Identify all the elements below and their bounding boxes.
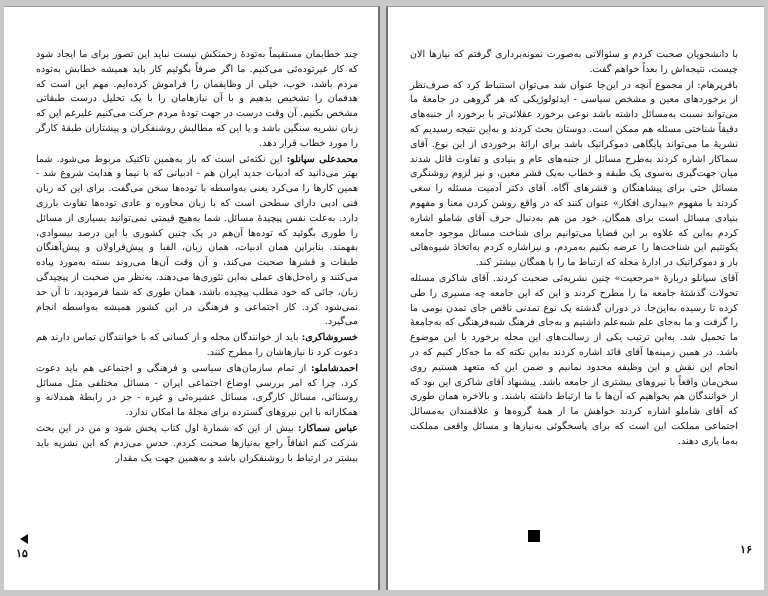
left-page [4,6,380,590]
left-page-text [36,48,358,466]
paragraph-text: با دانشجویان صحبت کردم و سئوالاتی به‌صورت نمونه‌برداری گرفتم که نیازها الان چیست، نتیجه‌اش را بعداً خواهم گفت. [410,49,738,75]
paragraph-text: چند خطابمان مستقیماً به‌تودهٔ زحمتکش نیست نباید این تصور برای ما ایجاد شود که کار غیرتوده‌ئی می‌کنیم. ما اگر صرفاً بگوئیم کار باید همیشه خطابش به‌توده مردم باشد، خوب، خیلی از وظایفمان را فراموش کرده‌ایم. مهم این است که هدفمان را تشخیص بدهیم و با آن نیازهامان را با یک تحلیل درست طبقاتی مشخص بکنیم. آن وقت درست در جهت تودهٔ مردم حرکت می‌کنیم علیرغم این که زبان نشریه سنگین باشد و یا این که مطالبش روشنفکران و پیشتازان طبقهٔ کارگر را مورد خطاب قرار دهد. [36,49,358,149]
paragraph [36,422,358,466]
end-square-icon [528,530,540,542]
paragraph [36,331,358,361]
paragraph [410,48,738,78]
paragraph-text: بیش از این که شمارهٔ اول کتاب پخش شود و من در این بحث شرکت کنم اتفاقاً راجع به‌نیازها صحبت کردم. حدس می‌زدم که این نشریه باید بیشتر در ارتباط با روشنفکران باشد و به‌همین جهت یک مقدار [36,422,358,464]
paragraph [36,362,358,421]
speaker-name: عباس سماکار: [298,422,358,434]
paragraph [36,48,358,152]
speaker-name: محمدعلی سپانلو: [286,153,358,165]
paragraph-text: آقای سپانلو دربارهٔ «مرجعیت» چنین نشریه‌ئی صحبت کردند. آقای شاکری مسئله تحولات گذشتهٔ جامعه ما را مطرح کردند و این که این جامعه چه مسیری را طی کرده تا رسیده به‌این‌جا. در دوران گذشته یک نوع تمدنی ناقص جای تمدن بومی ما را گرفت و ما به‌جای علم شبه‌علم داشتیم و به‌جای فرهنگ شبه‌فرهنگی که به‌جامعهٔ ما تحمیل شد. به‌این ترتیب یکی از رسالت‌های این مجله برخورد با این موضوع باشد. در همین زمینه‌ها آقای قائد اشاره کردند به‌این نکته که ما جه‌کار کنیم که در انجام این نقش و این وظیفه محدود نمانیم و ضمن این که متعهد هستیم روی سخن‌مان واقعاً با نیروهای بیشتری از جامعه باشد. پیشنهاد آقای شاکری این بود که از خوانندگان هم بخواهیم که آن‌ها با ما ارتباط داشته باشند. و بالاخره همان طوری که آقای شاملو اشاره کردند خواهش ما از همهٔ گروه‌ها و علاقمندان به‌مسائل اجتماعی مملکت این است که برای پاسخگوئی به‌نیازها و مسائل واقعی مملکت به‌ما یاری دهند. [410,272,738,447]
continue-arrow-icon [20,534,28,544]
paragraph-text: باید از خوانندگان مجله و از کسانی که با خوانندگان تماس دارند هم دعوت کرد تا نیازهاشان را مطرح کنند. [36,332,358,358]
page-number: ۱۵ [16,547,28,560]
right-page-text [410,48,738,450]
paragraph-text: این نکته‌ئی است که باز به‌همین تاکتیک مربوط می‌شود. شما بهتر می‌دانید که ادبیات جدید ایران هم - ادبیاتی که با نیما و هدایت شروع شد - همین کارها را می‌کرد یعنی به‌واسطه با توده‌ها سخن می‌گفت. برای این که زبان فنی ادبی دارای سطحی است که با زبان محاوره و عادی توده‌ها تفاوت بارزی دارد. به‌علت نفس پیچیدهٔ مسائل. شما به‌هیچ قیمتی نمی‌توانید بسیاری از مسائل را طوری بگوئید که توده‌ها آن‌هم در یک چنین کشوری با این درصد بیسوادی، بفهمند. بنابراین همان ادبیات، همان زبان، الفبا و پیش‌قراولان و پیش‌آهنگان طبقات و قشرها صحبت می‌کند، و آن وقت آن‌ها می‌روند بسته به‌مورد پیاده می‌کنند و راه‌حل‌های عملی به‌این تئوری‌ها می‌دهند. به‌نظر من صحبت از پیچیدگی زبان، جائی که خود مطلب پیچیده باشد، همان طوری که شما فرمودید، تا آن حد نمی‌شود کرد. کار اجتماعی و فرهنگی در این کشور همیشه به‌واسطه انجام می‌گیرد. [36,153,358,328]
paragraph [36,153,358,331]
speaker-name: احمدشاملو: [311,362,358,374]
paragraph [410,79,738,271]
right-page [386,6,764,590]
page-number: ۱۶ [740,543,752,556]
paragraph-text: از تمام سازمان‌های سیاسی و فرهنگی و اجتماعی هم باید دعوت کرد، چرا که امر بررسی اوضاع اجتماعی ایران - مسائل مختلفی مثل مسائل روستائی، مسائل کارگری، مسائل عشیره‌ئی و غیره - جز در رابطهٔ همدلانه و همکارانه با این نیروهای گسترده برای مجلهٔ ما امکان ندارد. [36,362,358,419]
paragraph-text: باقرپرهام: از مجموع آنچه در این‌جا عنوان شد می‌توان استنباط کرد که صرف‌نظر از برخوردهای معین و مشخص سیاسی - ایدئولوژیکی که هر گروهی در جامعهٔ ما می‌تواند نسبت به‌مسائل داشته باشد نوعی برخورد عقلائی‌تر با برخورد از جنبه‌های دقیقاً شناختی مسئله هم ممکن است. دوستان بحث کردند و به‌این نتیجه رسیدیم که نشریهٔ ما می‌تواند پایگاهی دموکراتیک باشد برای ارائهٔ برخوردی از این نوع. آقای سماکار اشاره کردند به‌طرح مسائل از جنبه‌های عام و بنیادی و تفاوت قائل شدند میان جهت‌گیری به‌سوی یک طبقه و خطاب به‌یک قشر معین، و نیز لزوم روشنگری مسائل حتی برای پیشاهنگان و قشرهای آگاه. آقای دکتر آدمیت مسئله را سعی کردند با مفهوم «بیداری افکار» عنوان کنند که در واقع روشن کردن معنا و مفهوم بنیادی مسائل است برای همگان. خود من هم به‌دنبال حرف آقای شاملو اشاره کردم به‌این که علاوه بر این قضایا می‌توانیم برای شناخت مسائل موجود جامعه یکونتیم این شناخت‌ها را عرضه بکنیم به‌مردم، و نیزاشاره کردم به‌اتخاذ شیوه‌هائی باز و دموکراتیک در ادارهٔ مجله که ارتباط ما را با همگان بیشتر کند. [410,79,738,269]
speaker-name: خسروشاکری: [301,332,358,344]
paragraph [410,272,738,450]
